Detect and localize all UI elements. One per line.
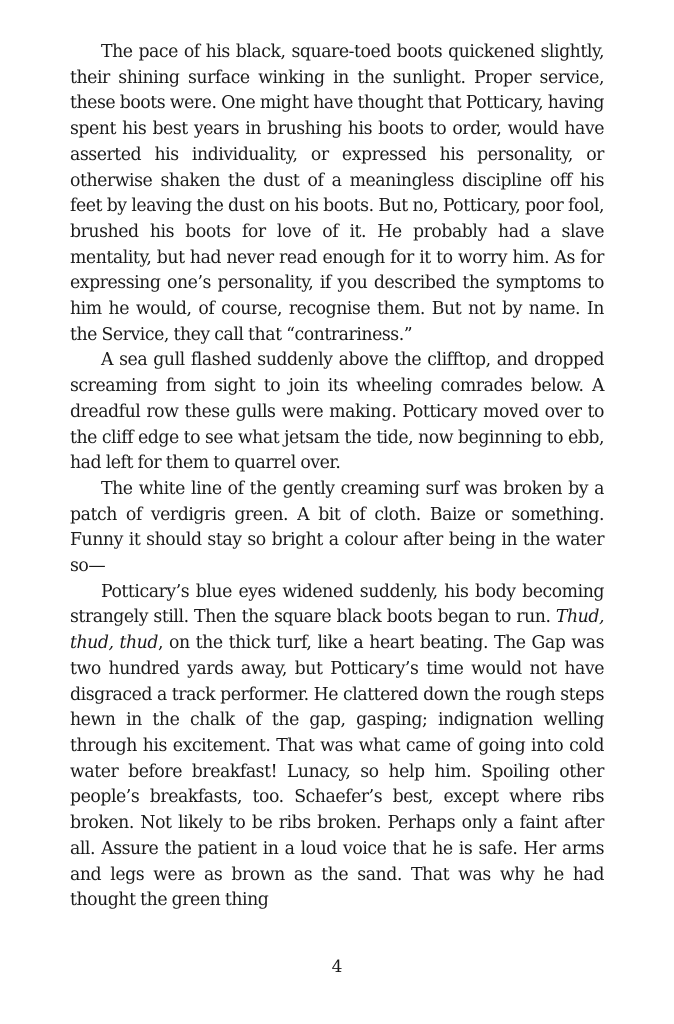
paragraph-4-text-end: , on the thick turf, like a heart beating. The Gap was two hundred yards away, but Potticary’s time would not have disgraced a track performer. He clattered down the rough steps hewn in the chalk of the gap, gasping; indignation welling through his excitement. That was what came of going into cold water before breakfast! Lunacy, so help him. Spoiling other people’s breakfasts, too. Schaefer’s best, except where ribs broken. Not likely to be ribs broken. Perhaps only a faint after all. Assure the patient in a loud voice that he is safe. Her arms and legs were as brown as the sand. That was why he had thought the green thing bbox=[70, 633, 604, 911]
paragraph-4-italic-text: Thud, thud, thud bbox=[70, 607, 604, 654]
paragraph-4 bbox=[70, 580, 604, 914]
body-text bbox=[70, 40, 604, 914]
paragraph-3: The white line of the gently creaming surf was broken by a patch of verdigris green. A bit of cloth. Baize or something. Funny it should stay so bright a colour after being in the water so— bbox=[70, 478, 604, 577]
page-number: 4 bbox=[331, 957, 343, 977]
paragraph-4-text-start: Potticary’s blue eyes widened suddenly, his body becoming strangely still. Then the square black boots began to run. bbox=[70, 581, 604, 628]
paragraph-2: A sea gull flashed suddenly above the clifftop, and dropped screaming from sight to join its wheeling comrades below. A dreadful row these gulls were making. Potticary moved over to the cliff edge to see what jetsam the tide, now beginning to ebb, had left for them to quarrel over. bbox=[70, 350, 604, 474]
paragraph-1: The pace of his black, square-toed boots quickened slightly, their shining surface winking in the sunlight. Proper service, these boots were. One might have thought that Potticary, having spent his best years in brushing his boots to order, would have asserted his individuality, or expressed his personality, or otherwise shaken the dust of a meaningless discipline off his feet by leaving the dust on his boots. But no, Potticary, poor fool, brushed his boots for love of it. He probably had a slave mentality, but had never read enough for it to worry him. As for expressing one’s personality, if you described the symptoms to him he would, of course, recognise them. But not by name. In the Service, they call that “contrariness.” bbox=[70, 42, 604, 345]
